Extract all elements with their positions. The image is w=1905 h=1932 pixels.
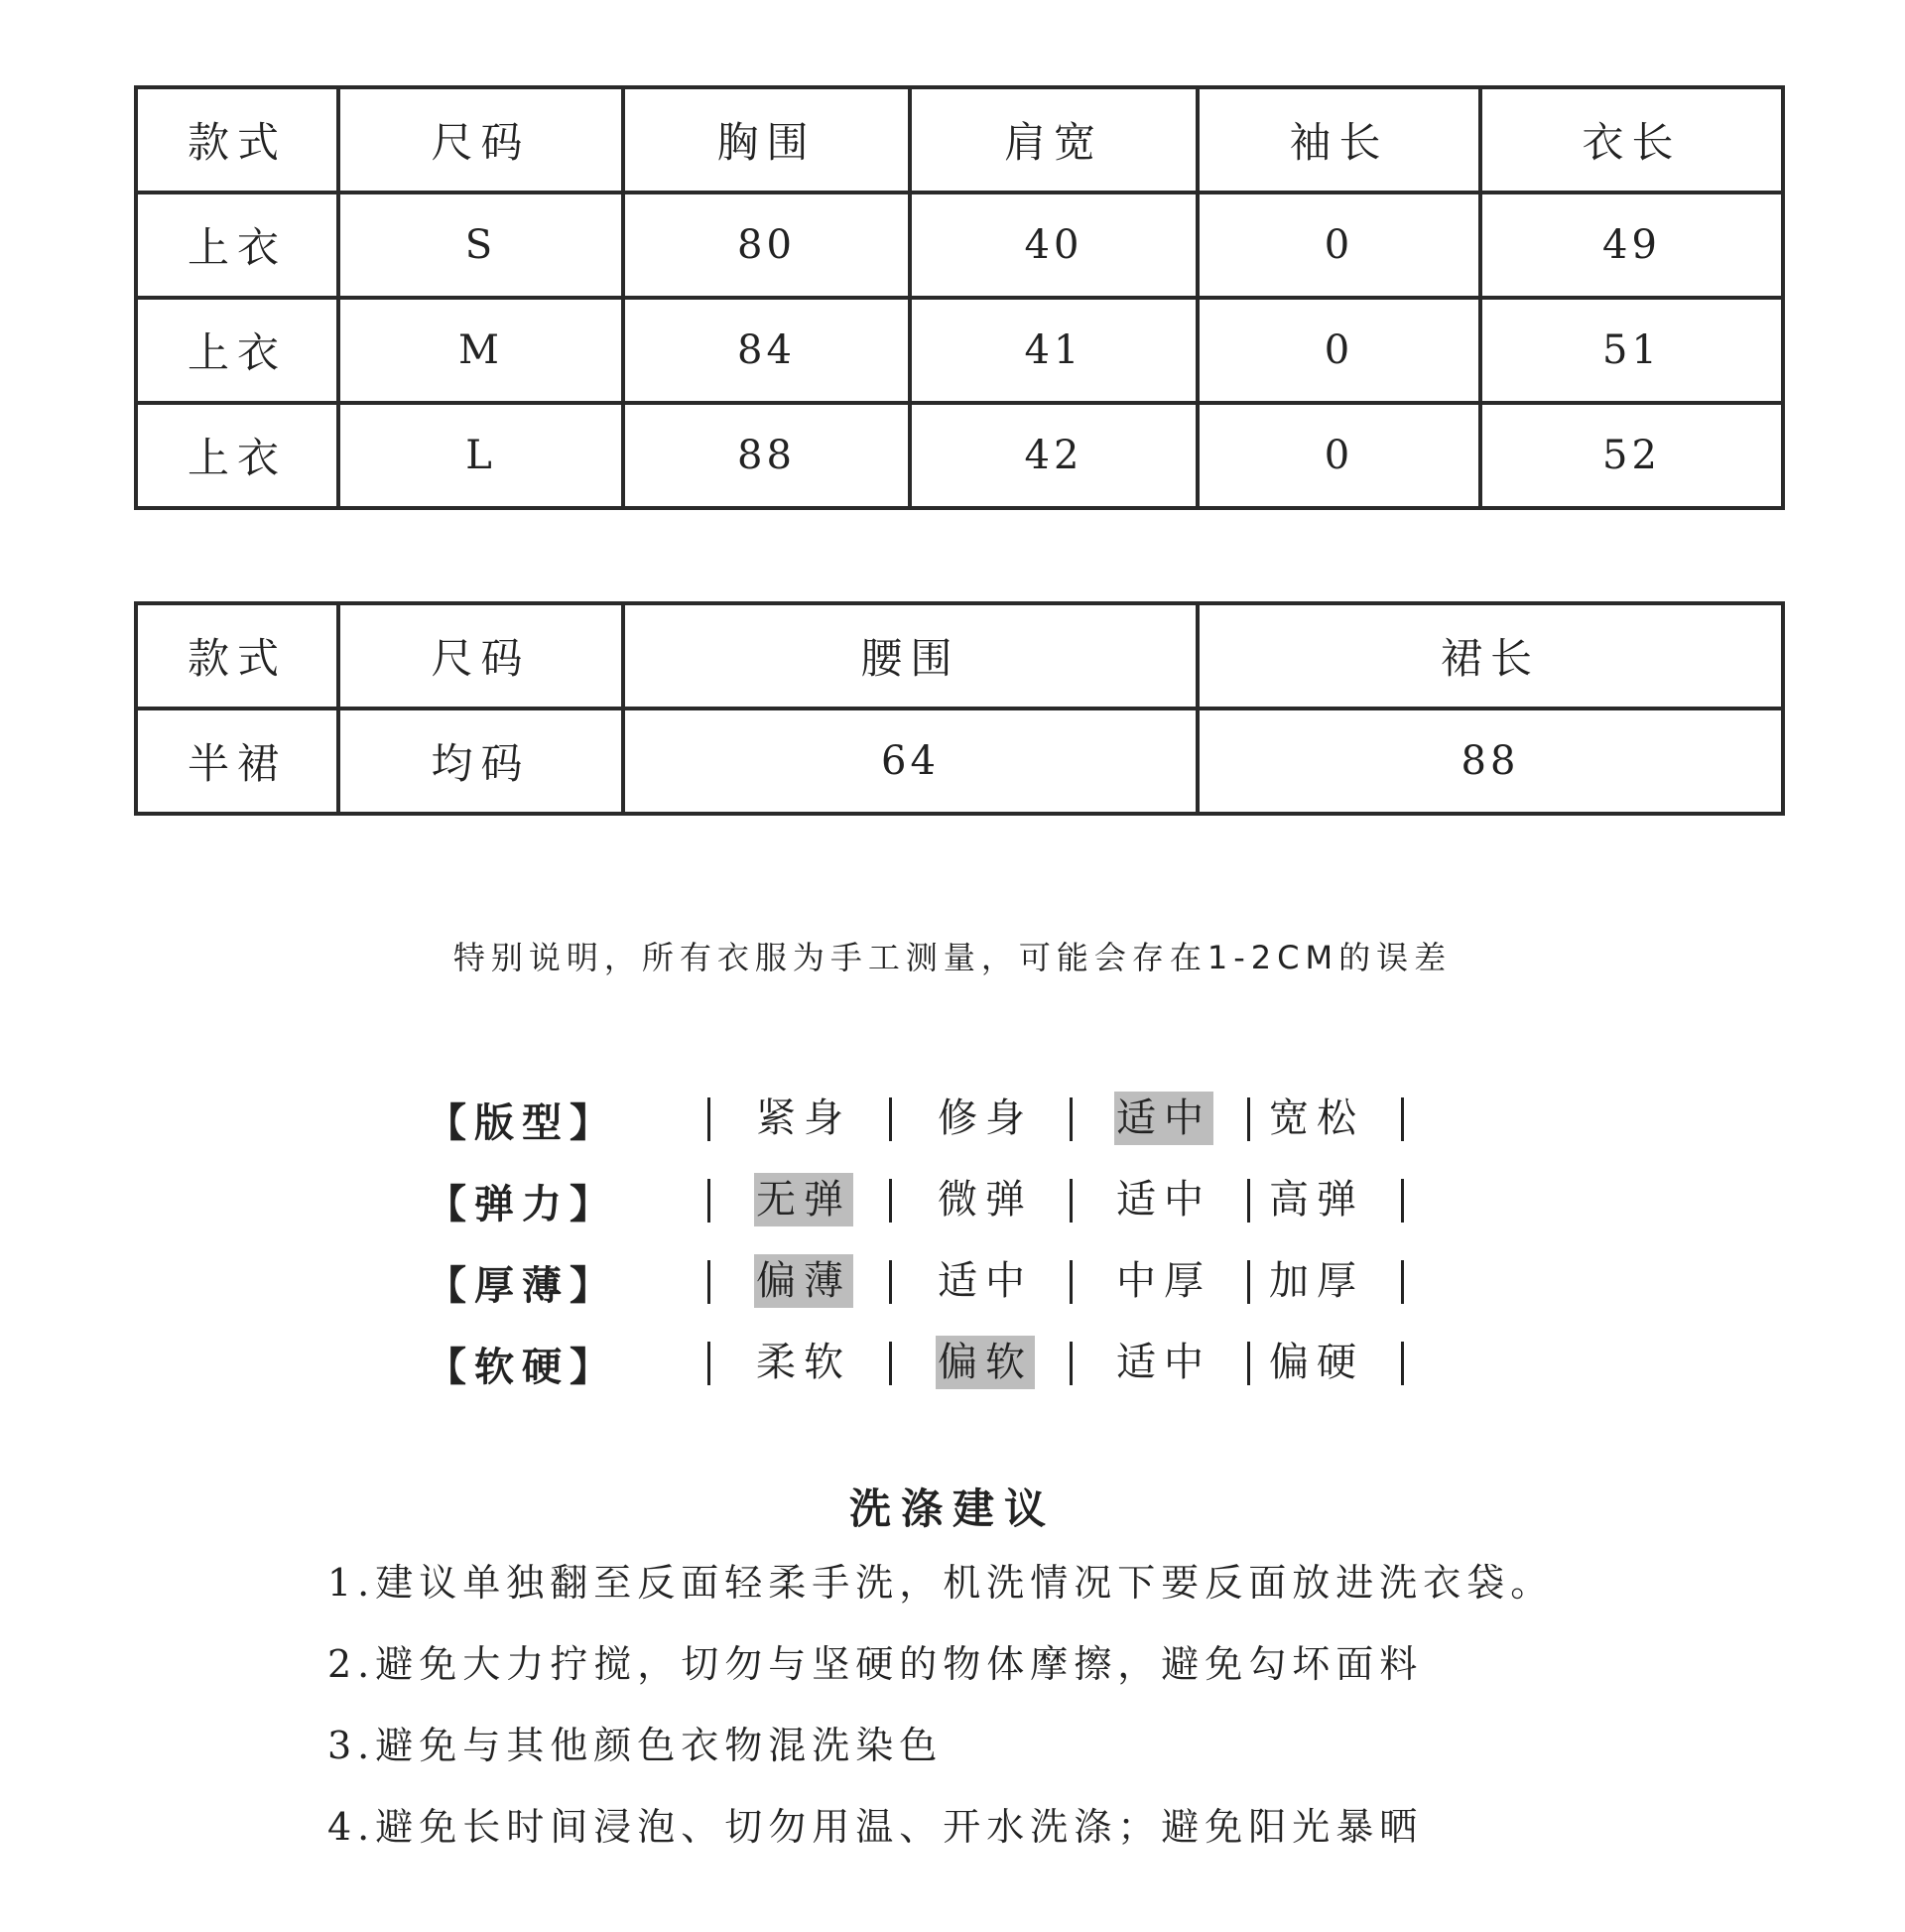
- header-chest: 胸围: [623, 87, 910, 193]
- table-header-row: [136, 603, 1783, 708]
- attr-label: 【版型】: [427, 1099, 617, 1146]
- header-style: 款式: [136, 87, 338, 193]
- separator: [1401, 1342, 1404, 1385]
- cell-style: 半裙: [136, 708, 338, 814]
- cell-shoulder: 41: [910, 298, 1198, 403]
- cell-sleeve: 0: [1198, 403, 1480, 508]
- attr-label: 【厚薄】: [427, 1262, 617, 1309]
- cell-chest: 80: [623, 193, 910, 298]
- header-shoulder: 肩宽: [910, 87, 1198, 193]
- cell-style: 上衣: [136, 403, 338, 508]
- cell-style: 上衣: [136, 298, 338, 403]
- attr-option: 适中: [1116, 1340, 1211, 1385]
- attribute-scales: [427, 1092, 1518, 1417]
- separator: [707, 1342, 710, 1385]
- separator: [1070, 1097, 1073, 1141]
- attr-option: 无弹: [754, 1173, 853, 1226]
- separator: [1401, 1260, 1404, 1304]
- table-header-row: [136, 87, 1783, 193]
- attr-option: 加厚: [1269, 1258, 1364, 1304]
- header-size: 尺码: [338, 603, 623, 708]
- washing-list: [327, 1558, 1716, 1883]
- attr-option: 宽松: [1269, 1095, 1364, 1141]
- cell-style: 上衣: [136, 193, 338, 298]
- cell-shoulder: 40: [910, 193, 1198, 298]
- washing-item: 1.建议单独翻至反面轻柔手洗，机洗情况下要反面放进洗衣袋。: [327, 1561, 1555, 1605]
- cell-sleeve: 0: [1198, 193, 1480, 298]
- header-sleeve: 袖长: [1198, 87, 1480, 193]
- separator: [1247, 1097, 1250, 1141]
- attr-option: 柔软: [756, 1340, 851, 1385]
- attr-option: 修身: [938, 1095, 1033, 1141]
- attr-row-softness: [427, 1336, 1518, 1417]
- header-length: 衣长: [1480, 87, 1783, 193]
- measurement-note: 特别说明，所有衣服为手工测量，可能会存在1-2CM的误差: [452, 939, 1453, 976]
- cell-chest: 84: [623, 298, 910, 403]
- attr-option: 紧身: [756, 1095, 851, 1141]
- attr-option: 适中: [1116, 1177, 1211, 1223]
- header-style: 款式: [136, 603, 338, 708]
- cell-skirt-length: 88: [1198, 708, 1783, 814]
- cell-size: 均码: [338, 708, 623, 814]
- attr-option: 偏软: [936, 1336, 1035, 1389]
- cell-shoulder: 42: [910, 403, 1198, 508]
- cell-length: 49: [1480, 193, 1783, 298]
- table-row: [136, 708, 1783, 814]
- attr-row-thickness: [427, 1254, 1518, 1336]
- attr-option: 高弹: [1269, 1177, 1364, 1223]
- separator: [889, 1097, 892, 1141]
- header-skirt-length: 裙长: [1198, 603, 1783, 708]
- separator: [707, 1260, 710, 1304]
- separator: [889, 1179, 892, 1223]
- separator: [1401, 1179, 1404, 1223]
- separator: [1247, 1260, 1250, 1304]
- attr-row-elasticity: [427, 1173, 1518, 1254]
- attr-row-fit: [427, 1092, 1518, 1173]
- table-row: [136, 193, 1783, 298]
- separator: [1070, 1179, 1073, 1223]
- separator: [1070, 1260, 1073, 1304]
- separator: [1247, 1179, 1250, 1223]
- cell-waist: 64: [623, 708, 1198, 814]
- separator: [1401, 1097, 1404, 1141]
- separator: [889, 1260, 892, 1304]
- table-row: [136, 403, 1783, 508]
- cell-length: 51: [1480, 298, 1783, 403]
- washing-item: 3.避免与其他颜色衣物混洗染色: [327, 1724, 944, 1767]
- washing-item: 2.避免大力拧搅，切勿与坚硬的物体摩擦，避免勾坏面料: [327, 1642, 1424, 1686]
- cell-chest: 88: [623, 403, 910, 508]
- attr-option: 中厚: [1116, 1258, 1211, 1304]
- cell-sleeve: 0: [1198, 298, 1480, 403]
- attr-option: 适中: [938, 1258, 1033, 1304]
- attr-option: 偏薄: [754, 1254, 853, 1308]
- separator: [707, 1179, 710, 1223]
- cell-size: L: [338, 403, 623, 508]
- attr-option: 偏硬: [1269, 1340, 1364, 1385]
- separator: [889, 1342, 892, 1385]
- attr-label: 【软硬】: [427, 1344, 617, 1390]
- attr-option: 微弹: [938, 1177, 1033, 1223]
- separator: [1070, 1342, 1073, 1385]
- separator: [707, 1097, 710, 1141]
- separator: [1247, 1342, 1250, 1385]
- cell-size: M: [338, 298, 623, 403]
- washing-title: 洗涤建议: [848, 1484, 1056, 1533]
- cell-length: 52: [1480, 403, 1783, 508]
- cell-size: S: [338, 193, 623, 298]
- attr-label: 【弹力】: [427, 1181, 617, 1227]
- skirt-size-table: [134, 601, 1785, 816]
- top-size-table: [134, 85, 1785, 510]
- header-waist: 腰围: [623, 603, 1198, 708]
- attr-option: 适中: [1114, 1092, 1213, 1145]
- table-row: [136, 298, 1783, 403]
- washing-item: 4.避免长时间浸泡、切勿用温、开水洗涤；避免阳光暴晒: [327, 1805, 1424, 1849]
- header-size: 尺码: [338, 87, 623, 193]
